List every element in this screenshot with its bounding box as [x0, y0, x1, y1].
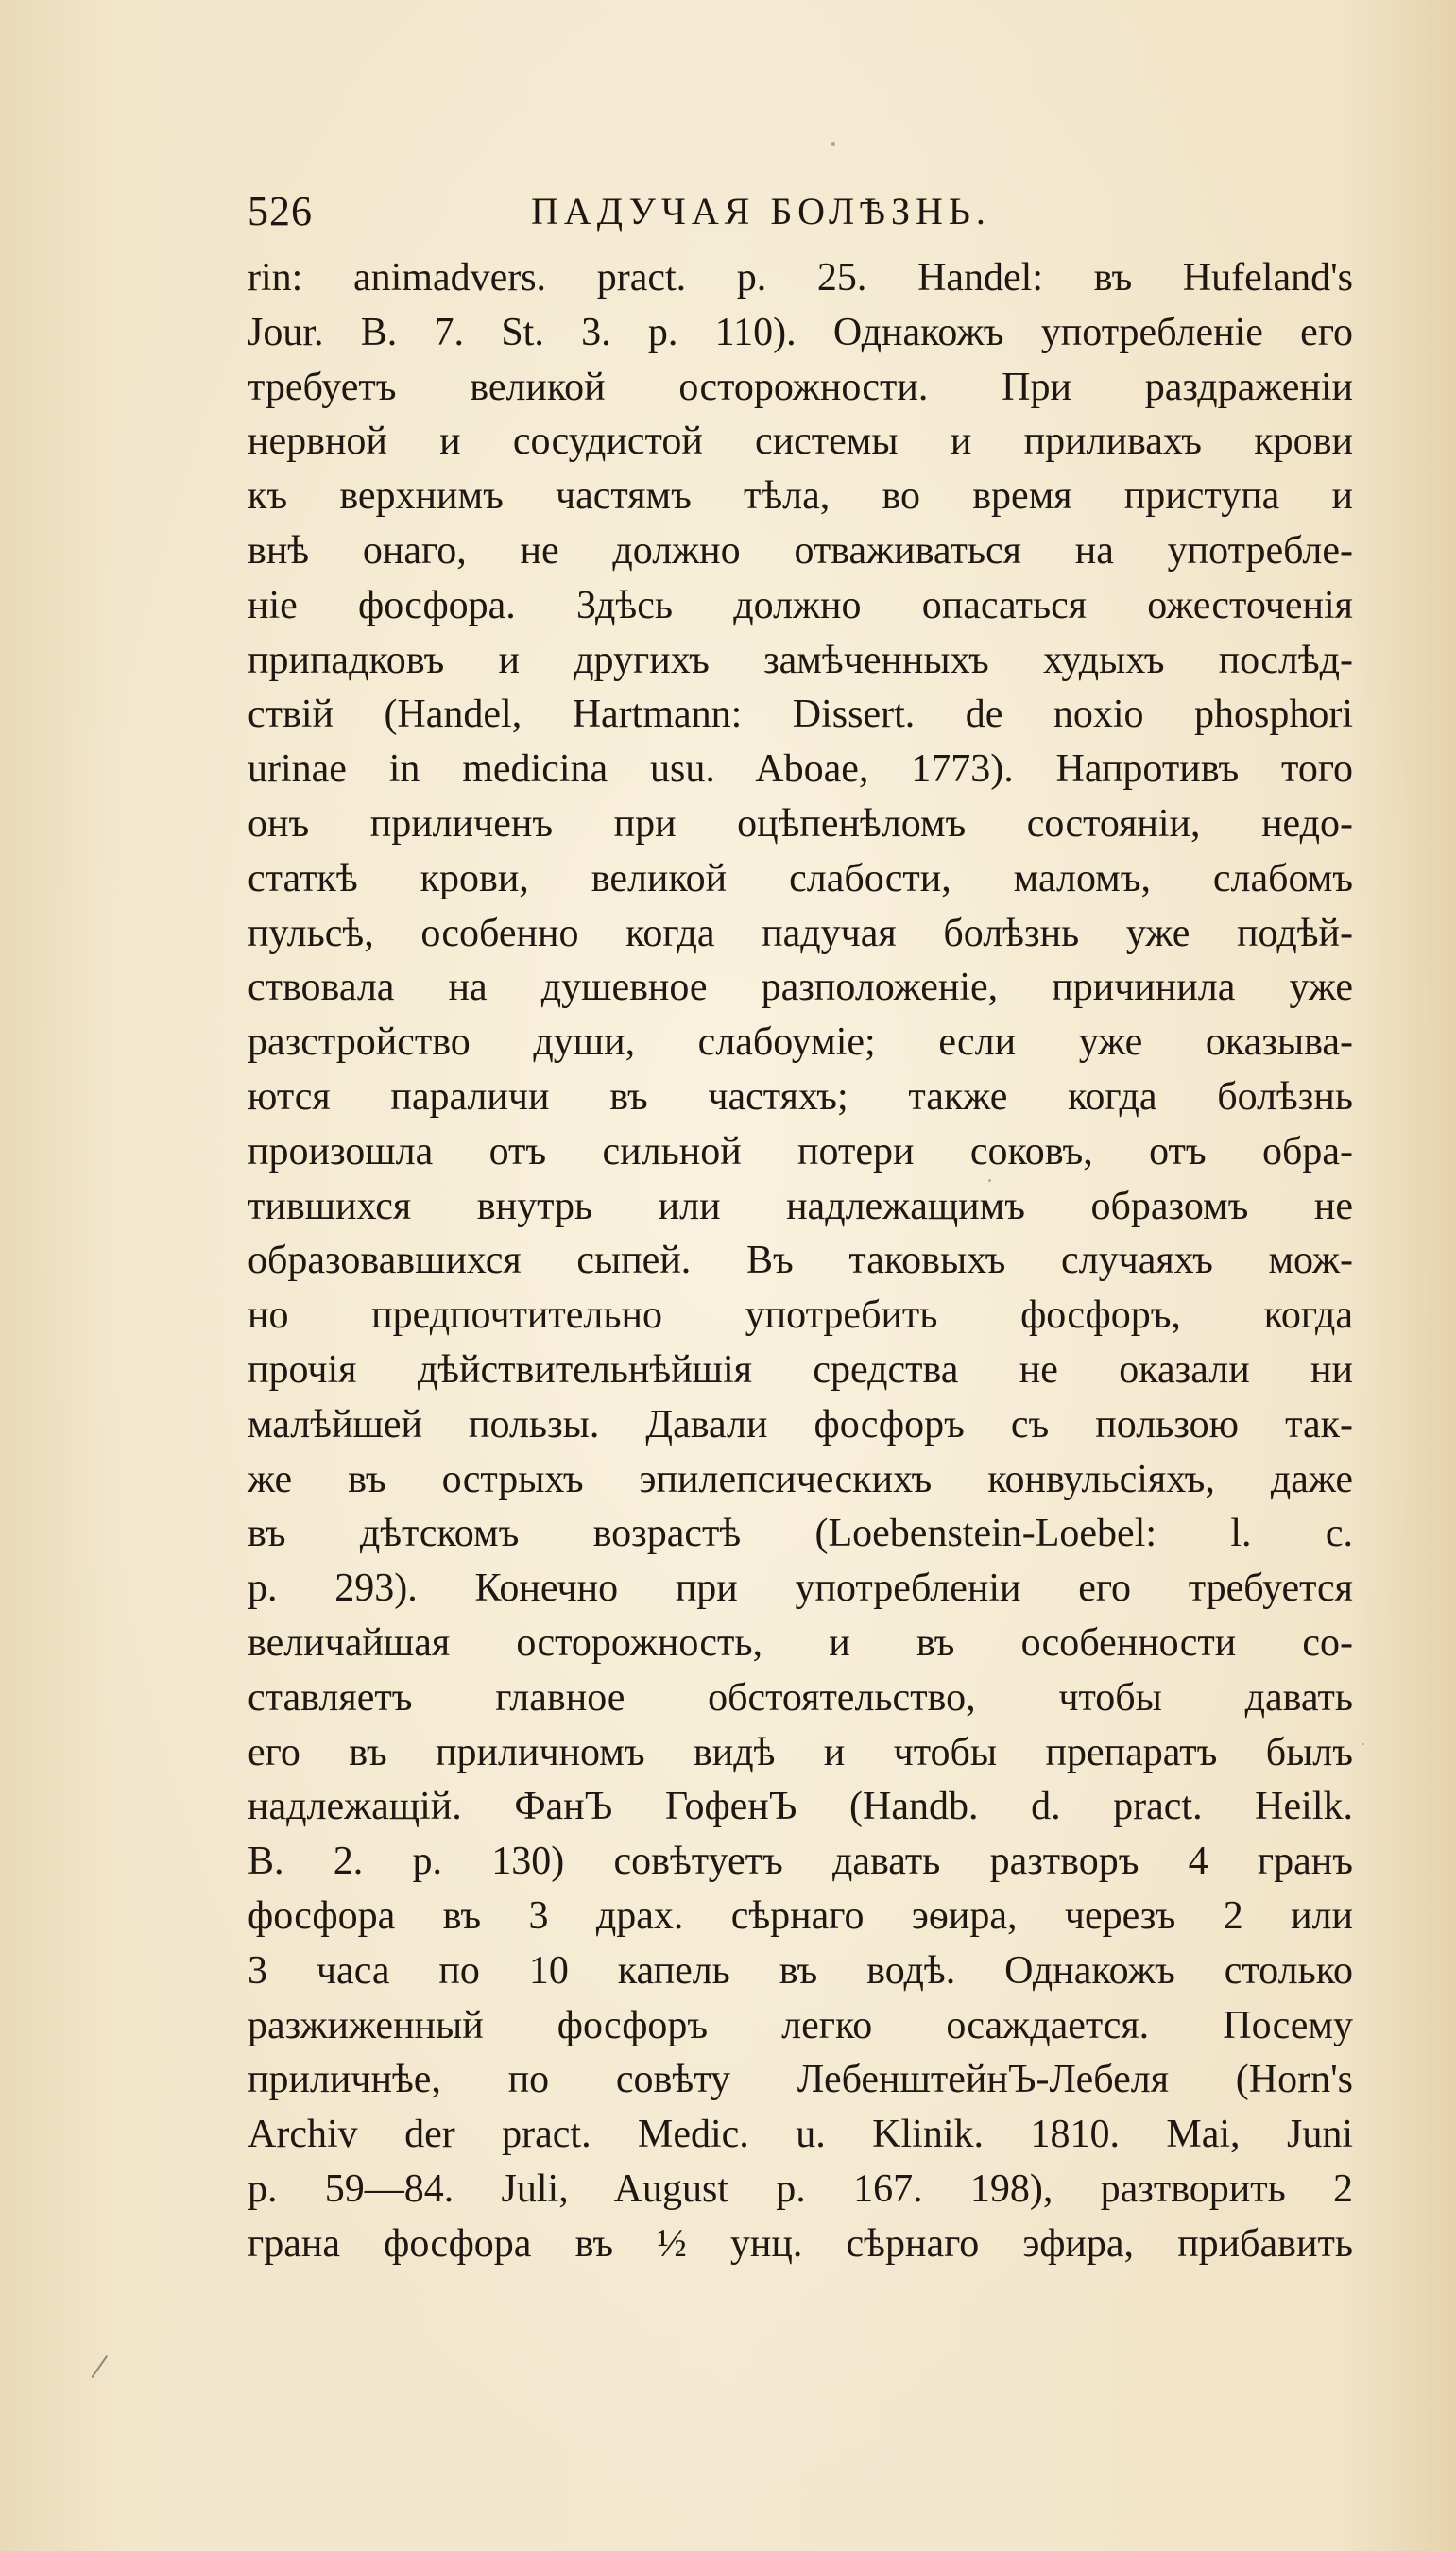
- text-line: но предпочтительно употребить фосфоръ, когда: [248, 1293, 1353, 1338]
- text-line: B. 2. p. 130) совѣтуетъ давать разтворъ 4 гранъ: [248, 1840, 1353, 1884]
- text-line: приличнѣе, по совѣту ЛебенштейнЪ-Лебеля (Horn's: [248, 2058, 1353, 2102]
- text-line: p. 59—84. Juli, August p. 167. 198), разтворить 2: [248, 2166, 1353, 2211]
- paper-speck: [831, 142, 835, 146]
- text-line: ствовала на душевное разположеніе, причинила уже: [248, 966, 1353, 1010]
- text-line: грана фосфора въ ½ унц. сѣрнаго эфира, прибавить: [248, 2221, 1353, 2266]
- text-line: ніе фосфора. Здѣсь должно опасаться ожесточенія: [248, 583, 1353, 627]
- text-line: надлежащій. ФанЪ ГофенЪ (Handb. d. pract. Heilk.: [248, 1785, 1353, 1829]
- text-line: 3 часа по 10 капель въ водѣ. Однакожъ столько: [248, 1948, 1353, 1993]
- text-line: онъ приличенъ при оцѣпенѣломъ состояніи, недо-: [248, 801, 1353, 846]
- running-head: ПАДУЧАЯ БОЛѢЗНЬ.: [531, 190, 991, 232]
- paper-speck: [1362, 1743, 1364, 1745]
- text-line: разжиженный фосфоръ легко осаждается. Посему: [248, 2003, 1353, 2047]
- text-line: внѣ онаго, не должно отваживаться на употребле-: [248, 528, 1353, 573]
- text-line: пульсѣ, особенно когда падучая болѣзнь уже подѣй-: [248, 911, 1353, 955]
- text-line: ставляетъ главное обстоятельство, чтобы давать: [248, 1675, 1353, 1720]
- text-line: ются параличи въ частяхъ; также когда болѣзнь: [248, 1074, 1353, 1119]
- text-line: Archiv der pract. Medic. u. Klinik. 1810. Mai, Juni: [248, 2113, 1353, 2157]
- text-line: его въ приличномъ видѣ и чтобы препаратъ былъ: [248, 1730, 1353, 1774]
- text-line: образовавшихся сыпей. Въ таковыхъ случаяхъ мож-: [248, 1239, 1353, 1283]
- text-line: малѣйшей пользы. Давали фосфоръ съ пользою так-: [248, 1402, 1353, 1447]
- text-line: тившихся внутрь или надлежащимъ образомъ не: [248, 1184, 1353, 1228]
- text-line: p. 293). Конечно при употребленіи его требуется: [248, 1567, 1353, 1611]
- text-line: же въ острыхъ эпилепсическихъ конвульсіяхъ, даже: [248, 1457, 1353, 1501]
- pencil-mark: [91, 2355, 118, 2386]
- text-line: rin: animadvers. pract. p. 25. Handel: въ Hufeland's: [248, 256, 1353, 300]
- body-text: [248, 251, 1353, 2271]
- text-line: ствій (Handel, Hartmann: Dissert. de noxio phosphori: [248, 693, 1353, 737]
- text-line: величайшая осторожность, и въ особенности со-: [248, 1620, 1353, 1665]
- text-line: нервной и сосудистой системы и приливахъ крови: [248, 419, 1353, 464]
- paper-speck: [988, 1179, 991, 1182]
- text-line: къ верхнимъ частямъ тѣла, во время приступа и: [248, 474, 1353, 519]
- text-line: разстройство души, слабоуміе; если уже оказыва-: [248, 1020, 1353, 1065]
- page-number: 526: [248, 188, 313, 234]
- text-line: произошла отъ сильной потери соковъ, отъ обра-: [248, 1129, 1353, 1173]
- text-line: прочія дѣйствительнѣйшія средства не оказали ни: [248, 1347, 1353, 1392]
- page-header: [248, 187, 1240, 244]
- text-line: urinae in medicina usu. Aboae, 1773). Напротивъ того: [248, 747, 1353, 792]
- text-line: въ дѣтскомъ возрастѣ (Loebenstein-Loebel: l. c.: [248, 1512, 1353, 1556]
- text-line: Jour. B. 7. St. 3. p. 110). Однакожъ употребленіе его: [248, 310, 1353, 354]
- text-line: требуетъ великой осторожности. При раздраженіи: [248, 365, 1353, 409]
- text-line: фосфора въ 3 драх. сѣрнаго эѳира, черезъ 2 или: [248, 1893, 1353, 1938]
- text-line: припадковъ и другихъ замѣченныхъ худыхъ послѣд-: [248, 638, 1353, 682]
- text-line: статкѣ крови, великой слабости, маломъ, слабомъ: [248, 856, 1353, 900]
